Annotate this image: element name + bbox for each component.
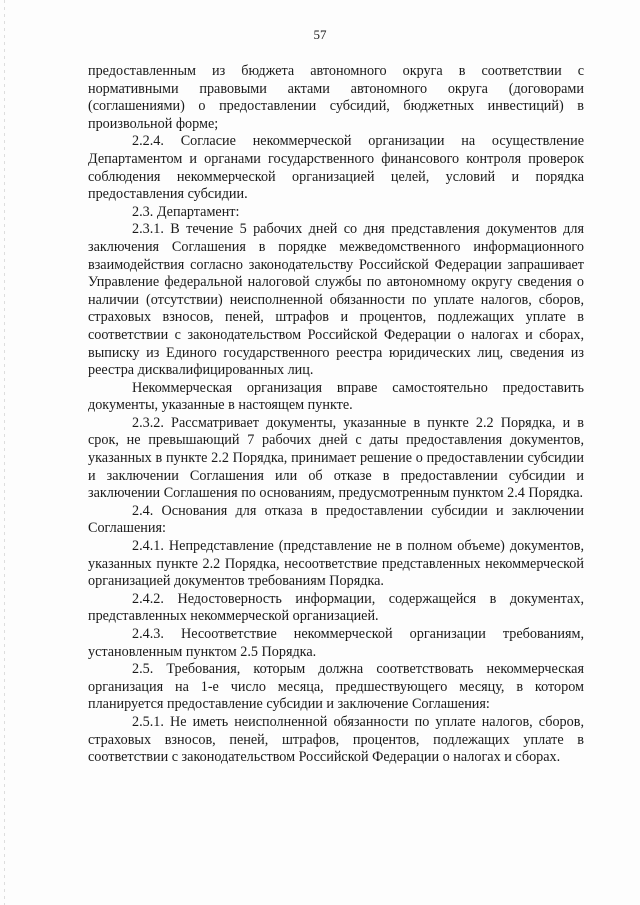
paragraph-2-3-2: 2.3.2. Рассматривает документы, указанные в пункте 2.2 Порядка, и в срок, не превышающий 7 рабочих дней с даты предоставления документов, указанных в пункте 2.2 Порядка, принимает решение о предоставлении субсидии и заключении Соглашения или об отказе в предоставлении субсидии и заключении Соглашения по основаниям, предусмотренным пунктом 2.4 Порядка. [88, 414, 584, 502]
paragraph-2-4: 2.4. Основания для отказа в предоставлении субсидии и заключении Соглашения: [88, 502, 584, 537]
paragraph-2-2-4: 2.2.4. Согласие некоммерческой организации на осуществление Департаментом и органами государственного финансового контроля проверок соблюдения некоммерческой организацией целей, условий и порядка предоставления субсидии. [88, 133, 584, 203]
paragraph-2-5: 2.5. Требования, которым должна соответствовать некоммерческая организация на 1-е число месяца, предшествующего месяцу, в котором планируется предоставление субсидии и заключение Соглашения: [88, 661, 584, 713]
paragraph-2-3-1: 2.3.1. В течение 5 рабочих дней со дня представления документов для заключения Соглашения в порядке межведомственного информационного взаимодействия согласно законодательству Российской Федерации запрашивает Управление федеральной налоговой службы по автономному округу сведения о наличии (отсутствии) неисполненной обязанности по уплате налогов, сборов, страховых взносов, пеней, штрафов и процентов, подлежащих уплате в соответствии с законодательством Российской Федерации о налогах и сборах, выписку из Единого государственного реестра юридических лиц, сведения из реестра дисквалифицированных лиц. [88, 221, 584, 379]
paragraph-continuation: предоставленным из бюджета автономного округа в соответствии с нормативными правовыми актами автономного округа (договорами (соглашениями) о предоставлении субсидий, бюджетных инвестиций) в произвольной форме; [88, 63, 584, 132]
page-number: 57 [313, 27, 327, 42]
paragraph-2-4-2: 2.4.2. Недостоверность информации, содержащейся в документах, представленных некоммерческой организацией. [88, 590, 584, 625]
paragraph-2-3: 2.3. Департамент: [132, 203, 240, 220]
paragraph-2-4-1: 2.4.1. Непредставление (представление не в полном объеме) документов, указанных пункте 2.2 Порядка, несоответствие представленных некоммерческой организацией документов требованиям Порядка. [88, 538, 584, 590]
paragraph-2-4-3: 2.4.3. Несоответствие некоммерческой организации требованиям, установленным пунктом 2.5 Порядка. [88, 626, 584, 660]
paragraph-nko-right: Некоммерческая организация вправе самостоятельно предоставить документы, указанные в настоящем пункте. [88, 379, 584, 414]
paragraph-2-5-1: 2.5.1. Не иметь неисполненной обязанности по уплате налогов, сборов, страховых взносов, пеней, штрафов, процентов, подлежащих уплате в соответствии с законодательством Российской Федерации о налогах и сборах. [88, 713, 584, 766]
scan-edge-line [4, 0, 5, 905]
document-body [88, 63, 584, 767]
